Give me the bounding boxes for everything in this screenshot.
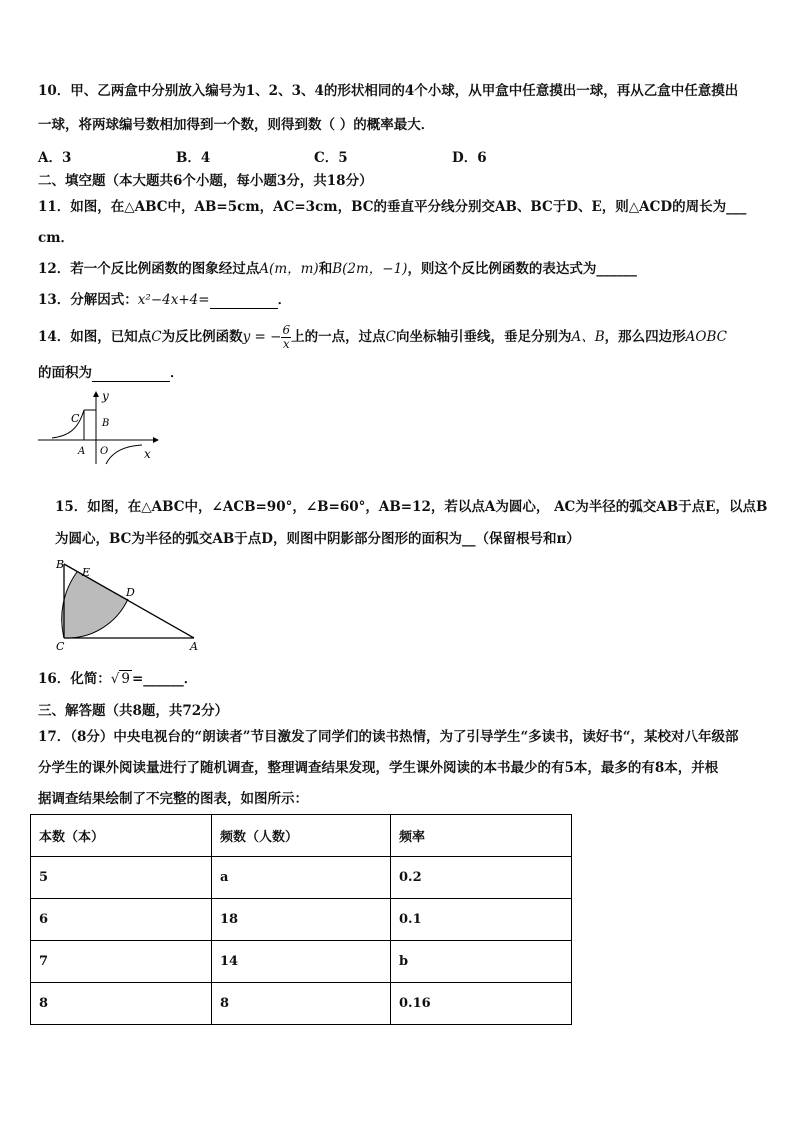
- q14-prefix: 14．如图，已知点: [38, 329, 152, 345]
- q11-line2: cm．: [38, 230, 75, 246]
- table-cell: 8: [31, 983, 212, 1025]
- q10-option-d: D．6: [452, 150, 487, 166]
- sqrt-symbol: √: [110, 671, 120, 687]
- q17-line1: 17．（8分）中央电视台的“朗读者”节目激发了同学们的读书热情，为了引导学生“多读书，读好书“，某校对八年级部: [38, 729, 739, 745]
- q16-line: [38, 670, 197, 688]
- q13-prefix: 13．分解因式：: [38, 292, 138, 308]
- q14-mid3: 向坐标轴引垂线，垂足分别为: [395, 329, 572, 345]
- table-cell: 14: [212, 941, 391, 983]
- q13-line: [38, 291, 291, 309]
- frequency-table: [30, 814, 572, 1025]
- table-row: [31, 857, 572, 899]
- table-cell: 0.2: [391, 857, 572, 899]
- label-y: y: [102, 389, 109, 403]
- q14-mid4: ，那么四边形: [604, 329, 686, 345]
- q17-line2: 分学生的课外阅读量进行了随机调查，整理调查结果发现，学生课外阅读的本书最少的有5本，最多的有8本，并根: [38, 760, 719, 776]
- label-a: A: [78, 446, 86, 457]
- q13-suffix: ．: [277, 292, 292, 308]
- q10-option-c: C．5: [314, 150, 348, 166]
- q15-figure: [52, 558, 202, 654]
- table-cell: 7: [31, 941, 212, 983]
- label-b: B: [56, 558, 65, 571]
- q17-line3: 据调查结果绘制了不完整的图表，如图所示：: [38, 791, 308, 807]
- table-cell: b: [391, 941, 572, 983]
- q12-point-b: B(2m，−1): [332, 261, 408, 277]
- section3-title: 三、解答题（共8题，共72分）: [38, 703, 229, 719]
- q14-point-c2: C: [385, 329, 396, 345]
- table-row: [31, 983, 572, 1025]
- q15-line2: 为圆心，BC为半径的弧交AB于点D，则图中阴影部分图形的面积为__（保留根号和π）: [55, 531, 580, 547]
- q14-line2-text: 的面积为: [38, 365, 92, 381]
- q14-feet-ab: A、B: [571, 329, 605, 345]
- section2-title: 二、填空题（本大题共6个小题，每小题3分，共18分）: [38, 173, 373, 189]
- q12-mid: 和: [318, 261, 333, 277]
- q11-line1: 11．如图，在△ABC中，AB=5cm，AC=3cm，BC的垂直平分线分别交AB、BC于D、E，则△ACD的周长为___: [38, 199, 747, 215]
- q13-expression: x²−4x+4=: [137, 292, 210, 308]
- q12-point-a: A(m，m): [259, 261, 319, 277]
- q14-figure: [38, 388, 168, 466]
- table-row: [31, 941, 572, 983]
- q10-option-a: A．3: [38, 150, 72, 166]
- q14-line1: [38, 324, 727, 351]
- q12-prefix: 12．若一个反比例函数的图象经过点: [38, 261, 260, 277]
- q10-option-b: B．4: [176, 150, 211, 166]
- label-c: C: [71, 412, 80, 425]
- q14-answer-blank: [92, 381, 170, 382]
- q15-line1: 15．如图，在△ABC中，∠ACB=90°，∠B=60°，AB=12，若以点A为圆心， AC为半径的弧交AB于点E，以点B: [55, 499, 768, 515]
- q14-line2: [38, 364, 184, 382]
- table-cell: 18: [212, 899, 391, 941]
- label-d: D: [126, 586, 135, 599]
- q14-quad-aobc: AOBC: [685, 329, 727, 345]
- table-cell: 0.16: [391, 983, 572, 1025]
- table-cell: 8: [212, 983, 391, 1025]
- q14-point-c: C: [151, 329, 162, 345]
- hyperbola-right-branch: [106, 445, 142, 464]
- header-cell: 频数（人数）: [212, 815, 391, 857]
- table-cell: 0.1: [391, 899, 572, 941]
- q14-fraction: [281, 324, 291, 351]
- label-a: A: [190, 640, 198, 653]
- table-row: [31, 899, 572, 941]
- q14-mid2: 上的一点，过点: [291, 329, 386, 345]
- header-cell: 本数（本）: [31, 815, 212, 857]
- q12-line: [38, 260, 637, 278]
- q14-frac-den: x: [282, 337, 290, 351]
- q14-line2-end: ．: [170, 365, 184, 381]
- q10-line1: 10．甲、乙两盒中分别放入编号为1、2、3、4的形状相同的4个小球，从甲盒中任意摸出一球，再从乙盒中任意摸出: [38, 83, 739, 99]
- table-header-row: [31, 815, 572, 857]
- q14-mid1: 为反比例函数: [161, 329, 243, 345]
- q13-answer-blank: [210, 308, 278, 309]
- q16-suffix: =______．: [132, 671, 198, 687]
- label-c: C: [56, 640, 65, 653]
- label-e: E: [82, 566, 91, 579]
- table-cell: 6: [31, 899, 212, 941]
- q12-suffix: ，则这个反比例函数的表达式为______: [407, 261, 637, 277]
- label-x: x: [144, 447, 151, 461]
- q16-radicand: 9: [121, 671, 130, 687]
- q16-prefix: 16．化简：: [38, 671, 111, 687]
- q14-frac-num: 6: [282, 323, 291, 337]
- label-b: B: [102, 418, 110, 429]
- q10-line2: 一球，将两球编号数相加得到一个数，则得到数（ ）的概率最大．: [38, 117, 435, 133]
- table-cell: 5: [31, 857, 212, 899]
- label-o: O: [100, 446, 109, 457]
- header-cell: 频率: [391, 815, 572, 857]
- table-cell: a: [212, 857, 391, 899]
- q14-eq-lhs: y = −: [242, 329, 282, 345]
